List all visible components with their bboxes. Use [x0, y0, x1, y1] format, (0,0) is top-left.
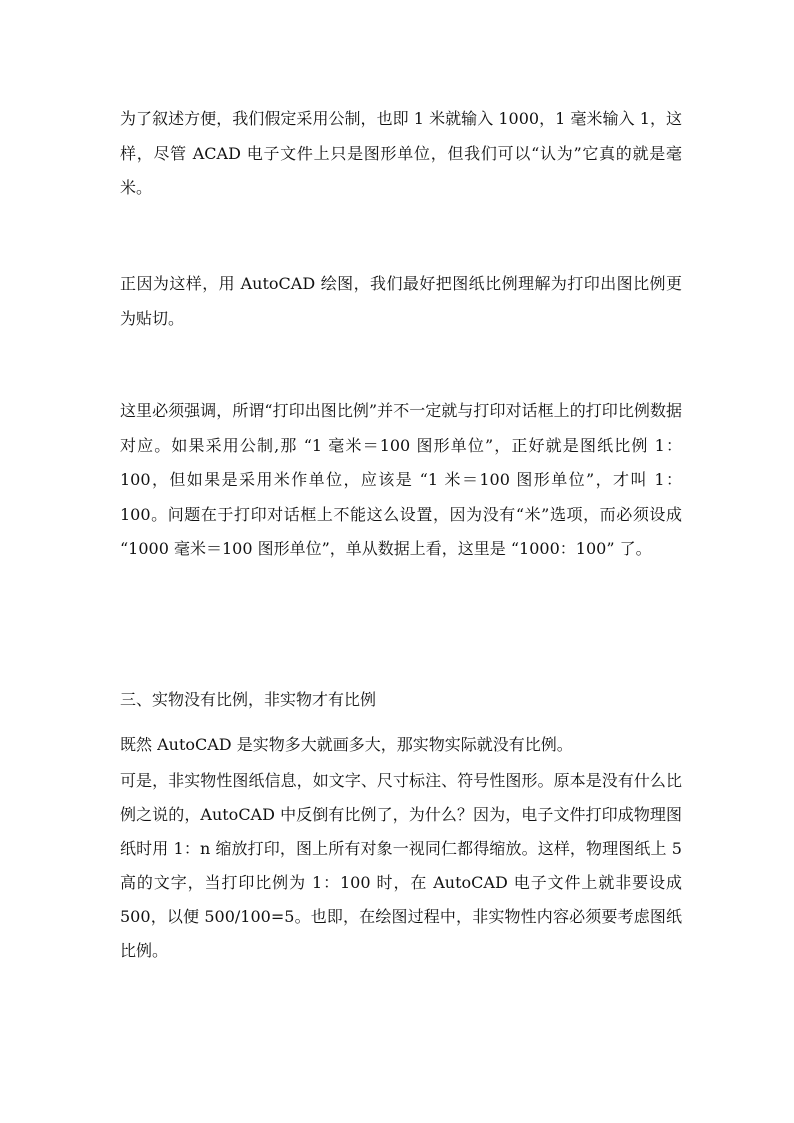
section-heading: 三、实物没有比例，非实物才有比例 [120, 690, 377, 709]
paragraph-print-scale: 正因为这样，用 AutoCAD 绘图，我们最好把图纸比例理解为打印出图比例更为贴切。 [120, 274, 682, 328]
paragraph-no-scale: 既然 AutoCAD 是实物多大就画多大，那实物实际就没有比例。 [120, 735, 573, 754]
paragraph-non-physical: 可是，非实物性图纸信息，如文字、尺寸标注、符号性图形。原本是没有什么比例之说的，AutoCAD 中反倒有比例了，为什么？因为，电子文件打印成物理图纸时用 1：n 缩放打印，图上所有对象一视同仁都得缩放。这样，物理图纸上 5 高的文字，当打印比例为 1：100 时，在 AutoCAD 电子文件上就非要设成 500，以便 500/100=5。也即，在绘图过程中，非实物性内容必须要考虑图纸比例。 [120, 771, 682, 960]
paragraph-unit-assumption: 为了叙述方便，我们假定采用公制，也即 1 米就输入 1000，1 毫米输入 1，这样，尽管 ACAD 电子文件上只是图形单位，但我们可以“认为”它真的就是毫米。 [120, 109, 682, 197]
paragraph-emphasis: 这里必须强调，所谓“打印出图比例”并不一定就与打印对话框上的打印比例数据对应。如果采用公制,那 “1 毫米＝100 图形单位”，正好就是图纸比例 1：100，但如果是采用米作单位，应该是 “1 米＝100 图形单位”，才叫 1：100。问题在于打印对话框上不能这么设置，因为没有“米”选项，而必须设成 “1000 毫米＝100 图形单位”，单从数据上看，这里是 “1000：100” 了。 [120, 401, 682, 558]
